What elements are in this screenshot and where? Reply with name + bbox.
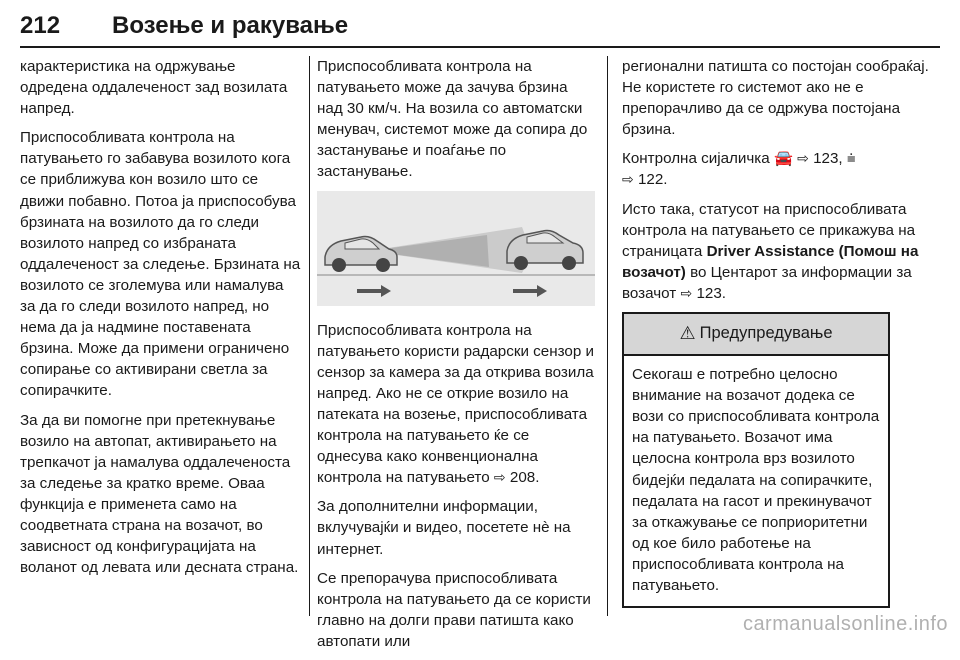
- warning-header: [624, 314, 888, 356]
- paragraph: карактеристика на одржување одредена оддалеченост зад возилата напред.: [20, 58, 288, 118]
- page-reference[interactable]: 123,: [813, 150, 843, 168]
- page-reference[interactable]: 123.: [696, 284, 726, 302]
- paragraph: регионални патишта со постојан сообраќај. Не користете го системот ако не е препорачливо да се одржува постојана брзина.: [622, 58, 929, 139]
- paragraph: [317, 320, 595, 489]
- paragraph-text: во Центарот за информации за возачот: [622, 263, 912, 302]
- column-divider-2: [607, 56, 608, 616]
- paragraph: [622, 148, 942, 190]
- paragraph: За да ви помогне при претекнување возило на автопат, активирањето на трепкачот ја намалува оддалеченоста за следење за кратко време. Оваа функција е применета само на соодветната страна на возачот, во зависност од конфигурацијата на воланот од левата или десната страна.: [20, 411, 299, 577]
- vehicle-ahead-icon: 🚘: [773, 150, 793, 168]
- paragraph-text: Контролна сијаличка: [622, 150, 770, 168]
- warning-box: [622, 312, 890, 608]
- paragraph: Се препорачува приспособливата контрола на патувањето да се користи главно на долги прави патишта како автопати или: [317, 569, 591, 650]
- paragraph: Приспособливата контрола на патувањето може да зачува брзина над 30 км/ч. На возила со автоматски менувач, системот може да сопира до застанување и поаѓање по застанување.: [317, 58, 588, 181]
- column-1: [20, 56, 302, 586]
- menu-name: Driver Assistance (Помош на возачот): [622, 242, 919, 281]
- page-reference[interactable]: 208.: [509, 469, 540, 487]
- speedometer-lines-icon: ⩧: [846, 150, 856, 168]
- column-divider-1: [309, 56, 310, 616]
- paragraph-text: Приспособливата контрола на патувањето користи радарски сензор и сензор за камера за да открива возила напред. Ако не се открие возило на патеката на возење, приспособливата контрола на патувањето ќе се однесува како конвенционална контрола на патувањето: [317, 321, 594, 487]
- page-reference[interactable]: 122.: [637, 171, 668, 189]
- column-2: [317, 56, 595, 660]
- radar-camera-illustration: [317, 191, 595, 306]
- column-3: [622, 56, 942, 608]
- page-number: 212: [20, 12, 61, 39]
- page-reference-icon: ⇨: [493, 469, 506, 486]
- warning-title: Предупредување: [699, 324, 833, 343]
- paragraph-text: Исто така, статусот на приспособливата контрола на патувањето се прикажува на страницата: [622, 200, 916, 260]
- page-reference-icon: ⇨: [622, 171, 634, 188]
- paragraph: Приспособливата контрола на патувањето го забавува возилото кога се приближува кон возило што се движи побавно. Потоа ја приспособува брзината на возилото да го следи возилото напред со избраната оддалеченост за следење. Брзината на возилото се зголемува или намалува за да го следи возилото напред, но нема да ја надмине поставената брзина. Може да примени ограничено сопирање со активирани светла за сопирачките.: [20, 129, 301, 400]
- warning-body: Секогаш е потребно целосно внимание на возачот додека се вози со приспособливата контрола на патувањето. Возачот има целосна контрола врз возилото бидејќи педалата на сопирачките, педалата на гасот и прекинувачот за откажување се поприоритетни од кое било работење на приспособливата контрола на патувањето.: [632, 366, 880, 594]
- paragraph: [622, 199, 942, 304]
- watermark: carmanualsonline.info: [742, 613, 948, 635]
- header-rule: [20, 46, 940, 48]
- chapter-title: Возење и ракување: [112, 12, 349, 39]
- page-header: [20, 12, 940, 42]
- page-reference-icon: ⇨: [797, 150, 809, 167]
- warning-triangle-icon: ⚠: [679, 323, 696, 344]
- page-reference-icon: ⇨: [680, 284, 693, 301]
- paragraph: За дополнителни информации, вклучувајќи и видео, посетете нè на интернет.: [317, 498, 571, 558]
